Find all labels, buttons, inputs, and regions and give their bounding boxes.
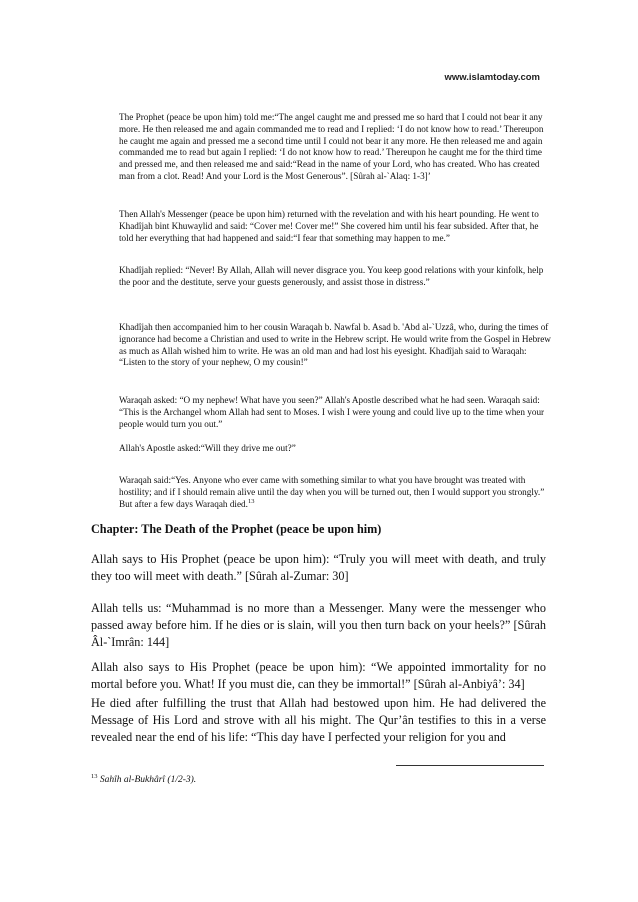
- footnote-text: Sahîh al-Bukhârî (1/2-3).: [99, 775, 197, 785]
- chapter-title: Chapter: The Death of the Prophet (peace be upon him): [91, 522, 382, 536]
- footnote-number: 13: [91, 772, 98, 780]
- quote-paragraph: Allah's Apostle asked:“Will they drive me out?”: [119, 443, 296, 453]
- quote-paragraph: Khadîjah replied: “Never! By Allah, Allah will never disgrace you. You keep good relations with your kinfolk, help the poor and the destitute, serve your guests generously, and assist those in distress.”: [119, 265, 544, 287]
- quote-text: Waraqah said:“Yes. Anyone who ever came with something similar to what you have brought was treated with hostility; and if I should remain alive until the day when you will be turned out, then I would support you strongly.” But after a few days Waraqah died.: [119, 475, 545, 509]
- body-paragraph: Allah tells us: “Muhammad is no more than a Messenger. Many were the messenger who passed away before him. If he dies or is slain, will you then turn back on your heels?” [Sûrah Âl-`Imrân: 144]: [91, 601, 546, 649]
- body-paragraph: Allah says to His Prophet (peace be upon him): “Truly you will meet with death, and truly they too will meet with death.” [Sûrah al-Zumar: 30]: [91, 552, 546, 583]
- footnote-ref: 13: [247, 497, 255, 505]
- quote-paragraph: [119, 475, 551, 510]
- footnote: [91, 772, 197, 785]
- quote-paragraph: Then Allah's Messenger (peace be upon him) returned with the revelation and with his heart pounding. He went to Khadîjah bint Khuwaylid and said: “Cover me! Cover me!” She covered him until his fear subsided. After that, he told her everything that had happened and said:“I fear that something may happen to me.”: [119, 209, 539, 243]
- quote-paragraph: Waraqah asked: “O my nephew! What have you seen?” Allah's Apostle described what he had seen. Waraqah said: “This is the Archangel whom Allah had sent to Moses. I wish I were young and could live up to the time when your people would turn you out.”: [119, 395, 545, 429]
- quote-paragraph: Khadîjah then accompanied him to her cousin Waraqah b. Nawfal b. Asad b. 'Abd al-`Uzzâ, who, during the times of ignorance had become a Christian and used to write in the Hebrew script. He would write from the Gospel in Hebrew as much as Allah wished him to write. He was an old man and had lost his eyesight. Khadîjah said to Waraqah: “Listen to the story of your nephew, O my cousin!”: [119, 322, 551, 368]
- footnote-divider: [396, 765, 544, 766]
- site-url: www.islamtoday.com: [444, 72, 540, 83]
- quote-paragraph: The Prophet (peace be upon him) told me:“The angel caught me and pressed me so hard that I could not bear it any more. He then released me and again commanded me to read and I replied: ‘I do not know how to read.’ Thereupon he caught me again and pressed me a second time until I could not bear it any more. He then released me and again commanded me to read but again I replied: ‘I do not know how to read.’ Thereupon he caught me for the third time and pressed me, and then released me and said:“Read in the name of your Lord, who has created. Who has created man from a clot. Read! And your Lord is the Most Generous”. [Sûrah al-`Alaq: 1-3]’: [119, 112, 544, 181]
- body-paragraph: Allah also says to His Prophet (peace be upon him): “We appointed immortality for no mortal before you. What! If you must die, can they be immortal!” [Sûrah al-Anbiyâ’: 34]: [91, 660, 546, 691]
- body-paragraph: He died after fulfilling the trust that Allah had bestowed upon him. He had delivered the Message of His Lord and strove with all his might. The Qur’ân testifies to this in a verse revealed near the end of his life: “This day have I perfected your religion for you and: [91, 696, 546, 744]
